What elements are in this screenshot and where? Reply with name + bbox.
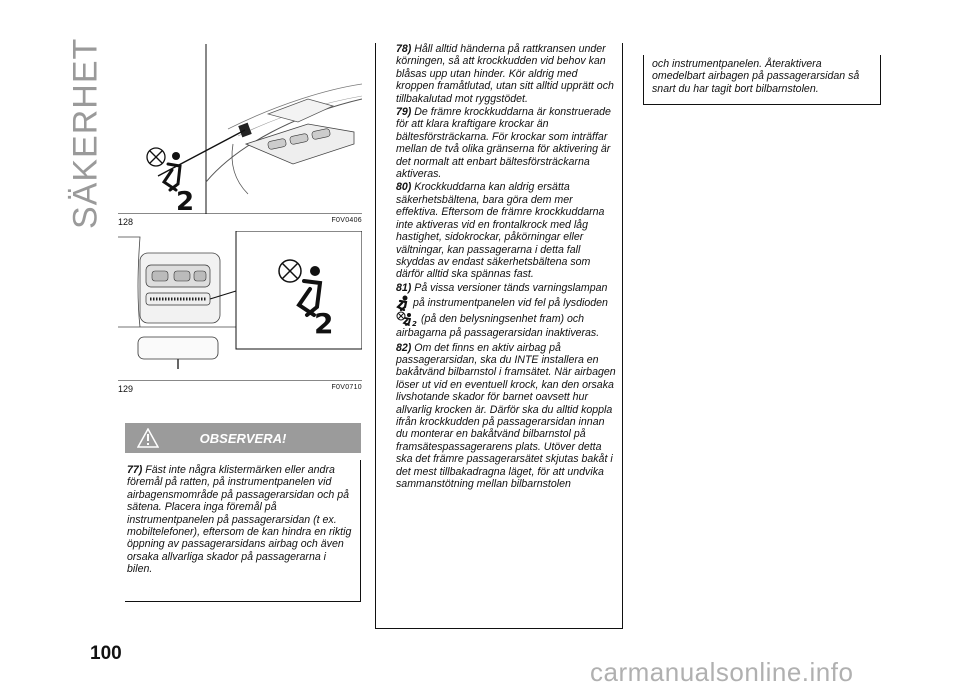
note-number: 78) (396, 43, 412, 55)
note-77 (127, 464, 354, 576)
note-text-a: På vissa versioner tänds varningslampan (414, 281, 608, 294)
warning-heading-bar (125, 423, 361, 453)
page-number: 100 (90, 643, 122, 664)
icon-2-label: 2 (412, 320, 417, 328)
figure-129-caption (118, 384, 362, 394)
warning-triangle-icon (137, 428, 159, 448)
airbag-2-label-129: 2 (314, 307, 334, 340)
figure-128-number: 128 (118, 217, 134, 227)
note-text: Om det finns en aktiv airbag på passagerarsidan, ska du INTE installera en bakåtvänd bilbarnstol i framsätet. När airbagen löser ut vid en eventuell krock, kan den orsaka livshotande skador för barnet oavsett hur allvarlig krocken är. Därför ska du alltid koppla ifrån krockkudden på passagerarsidan innan du monterar en bakåtvänd bilbarnstol på framsätespassagerarens plats. Utöver detta ska det främre passagerarsätet skjutas bakåt i det mest tillbakadragna läget, för att undvika sammanstötning mellan bilbarnstolen (396, 341, 616, 490)
note-text-b: på instrumentpanelen vid fel på lysdioden (412, 296, 608, 309)
warning-heading: OBSERVERA! (199, 430, 287, 446)
left-column (118, 44, 362, 394)
note-text-c: (på den belysningsenhet fram) och airbagarna på passagerarsidan inaktiveras. (396, 312, 600, 340)
figure-129-code: F0V0710 (331, 384, 362, 391)
note-text: Krockkuddarna kan aldrig ersätta säkerhetsbältena, bara göra dem mer effektiva. Eftersom de främre krockkuddarna inte aktiveras vid en frontalkrock med låg hastighet, sidokrockar, påkörningar eller vältningar, kan passagerarna i detta fall skyddas av endast säkerhetsbältena som därför alltid ska spännas fast. (396, 181, 605, 281)
note-number: 77) (127, 464, 143, 476)
middle-column (375, 43, 623, 629)
continuation-text: och instrumentpanelen. Återaktivera omedelbart airbagen på passagerarsidan så snart du har tagit bort bilbarnstolen. (652, 58, 860, 95)
airbag-2-label-128: 2 (176, 187, 195, 214)
note-text: De främre krockkuddarna är konstruerade för att klara kraftigare krockar än bältesförsträckarna. För krockar som inträffar mellan de två olika gränserna för aktivering är det normalt att enbart bältesförsträckarna aktiveras. (396, 106, 611, 181)
warning-box (125, 460, 361, 602)
note-number: 80) (396, 181, 412, 194)
right-column-continuation (643, 55, 881, 105)
passenger-airbag-off-icon (396, 311, 418, 327)
note-number: 81) (396, 281, 412, 294)
note-text: Håll alltid händerna på rattkransen under körningen, så att krockkudden vid behov kan blåsas upp utan hinder. Kör aldrig med kroppen framåtlutad, utan sitt alltid upprätt och tillbakalutad mot ryggstödet. (396, 43, 614, 105)
figure-129-number: 129 (118, 384, 134, 394)
note-78 (396, 43, 616, 105)
figure-128-code: F0V0406 (331, 217, 362, 224)
note-81 (396, 282, 616, 341)
note-79 (396, 106, 616, 180)
airbag-warning-lamp-icon (396, 295, 410, 311)
note-number: 79) (396, 106, 412, 119)
watermark: carmanualsonline.info (590, 657, 854, 687)
section-title: SÄKERHET (66, 37, 105, 229)
note-80 (396, 181, 616, 280)
note-number: 82) (396, 341, 412, 354)
figure-129 (118, 231, 362, 394)
note-text: Fäst inte några klistermärken eller andra föremål på ratten, på instrumentpanelen vid airbagensmområde på passagerarsidan och på sätena. Placera inga föremål på instrumentpanelen på passagerarsidan (t ex. mobiltelefoner), eftersom de kan hindra en riktig öppning av passagerarsidans airbag och även orsaka allvarliga skador på passagerarna i bilen. (127, 464, 352, 576)
figure-128-image (118, 44, 362, 214)
figure-128-caption (118, 217, 362, 227)
figure-128 (118, 44, 362, 227)
note-82 (396, 342, 616, 491)
figure-129-image (118, 231, 362, 381)
